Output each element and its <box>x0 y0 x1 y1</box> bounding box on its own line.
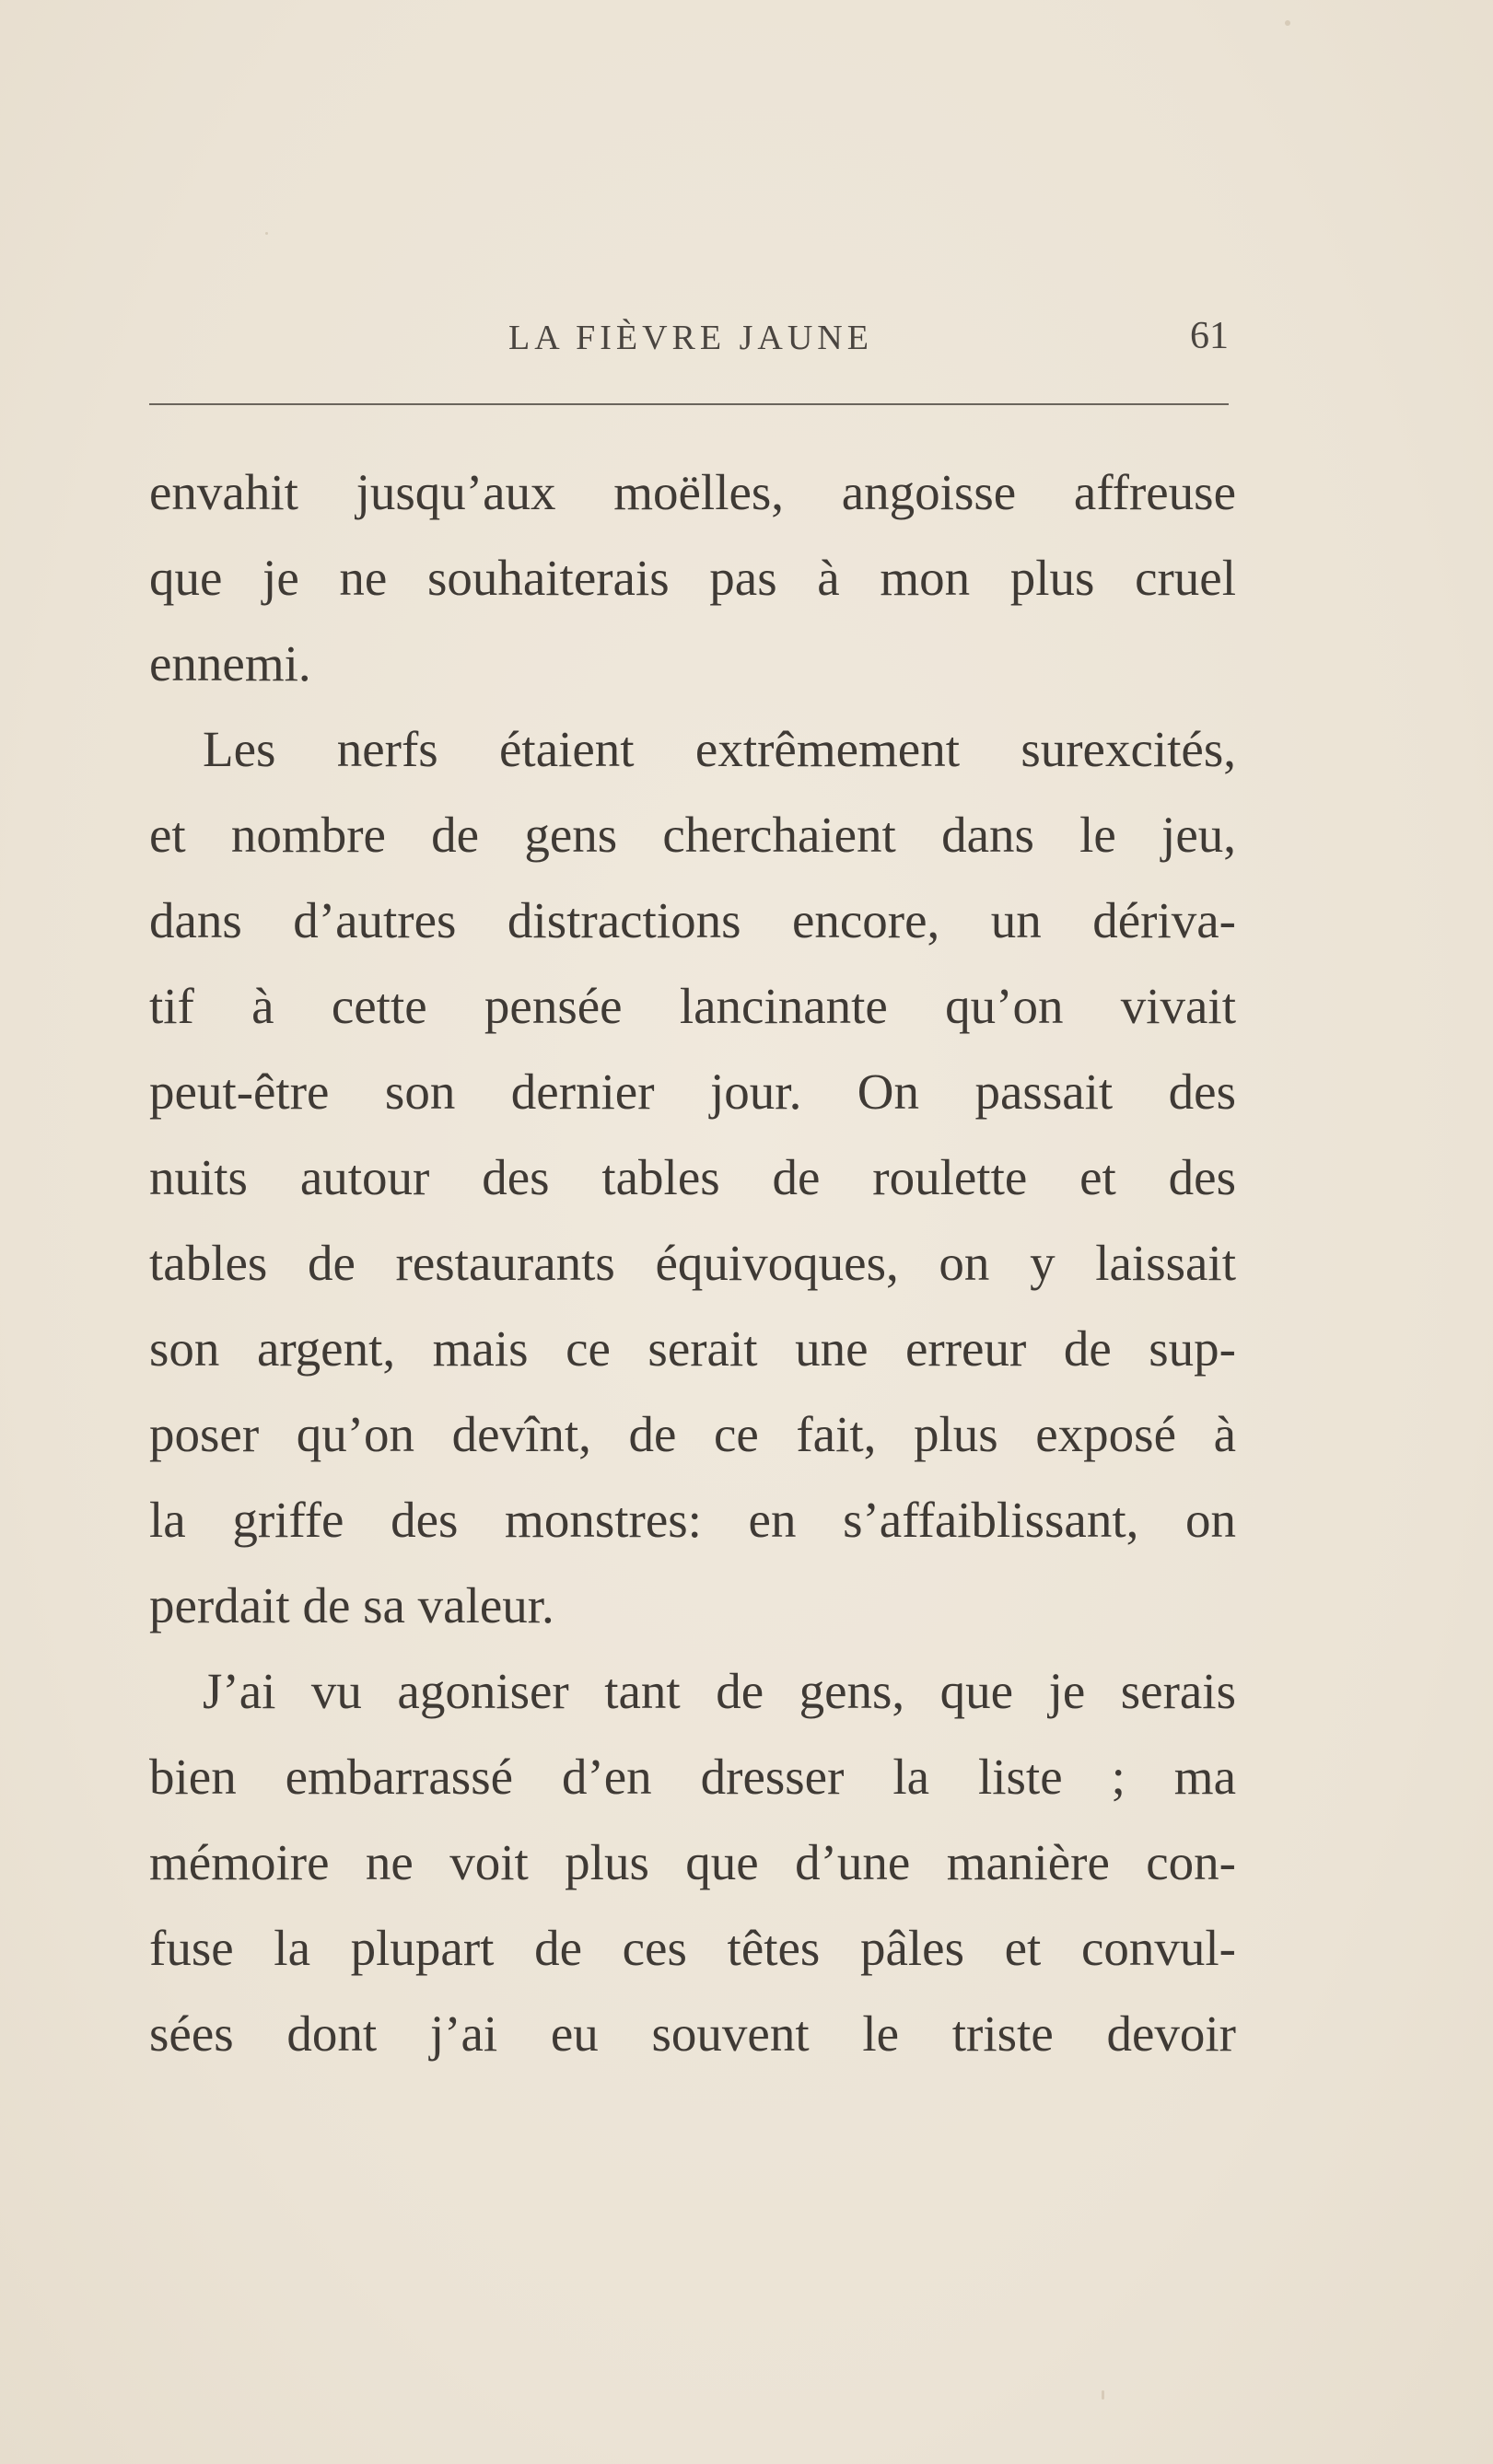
body-text <box>149 449 1236 2076</box>
text-line: tif à cette pensée lancinante qu’on vivait <box>149 978 1236 1034</box>
text-line: son argent, mais ce serait une erreur de sup- <box>149 1320 1236 1377</box>
text-line: mémoire ne voit plus que d’une manière con- <box>149 1834 1236 1890</box>
paper-speck <box>1102 2390 1104 2400</box>
text-line: nuits autour des tables de roulette et des <box>149 1149 1236 1205</box>
paper-speck <box>265 232 268 235</box>
text-line: que je ne souhaiterais pas à mon plus cruel <box>149 550 1236 606</box>
text-line: perdait de sa valeur. <box>149 1577 554 1633</box>
page-number: 61 <box>1190 315 1229 357</box>
text-line: envahit jusqu’aux moëlles, angoisse affreuse <box>149 464 1236 520</box>
text-line: bien embarrassé d’en dresser la liste ; ma <box>149 1749 1236 1805</box>
header-rule <box>149 403 1229 405</box>
running-title: LA FIÈVRE JAUNE <box>508 319 873 357</box>
paper-speck <box>1285 20 1290 26</box>
paragraph-start-line: J’ai vu agoniser tant de gens, que je serais <box>203 1663 1236 1719</box>
text-line: et nombre de gens cherchaient dans le jeu, <box>149 807 1236 863</box>
text-line: sées dont j’ai eu souvent le triste devoir <box>149 2005 1236 2062</box>
text-line: ennemi. <box>149 635 311 692</box>
paragraph-start-line: Les nerfs étaient extrêmement surexcités, <box>203 721 1236 777</box>
running-head <box>147 315 1234 373</box>
text-line: poser qu’on devînt, de ce fait, plus exposé à <box>149 1406 1236 1462</box>
text-line: tables de restaurants équivoques, on y laissait <box>149 1235 1236 1291</box>
text-line: peut-être son dernier jour. On passait des <box>149 1063 1236 1120</box>
text-line: dans d’autres distractions encore, un dériva- <box>149 892 1236 948</box>
text-line: fuse la plupart de ces têtes pâles et convul- <box>149 1920 1236 1976</box>
text-line: la griffe des monstres: en s’affaiblissant, on <box>149 1492 1236 1548</box>
